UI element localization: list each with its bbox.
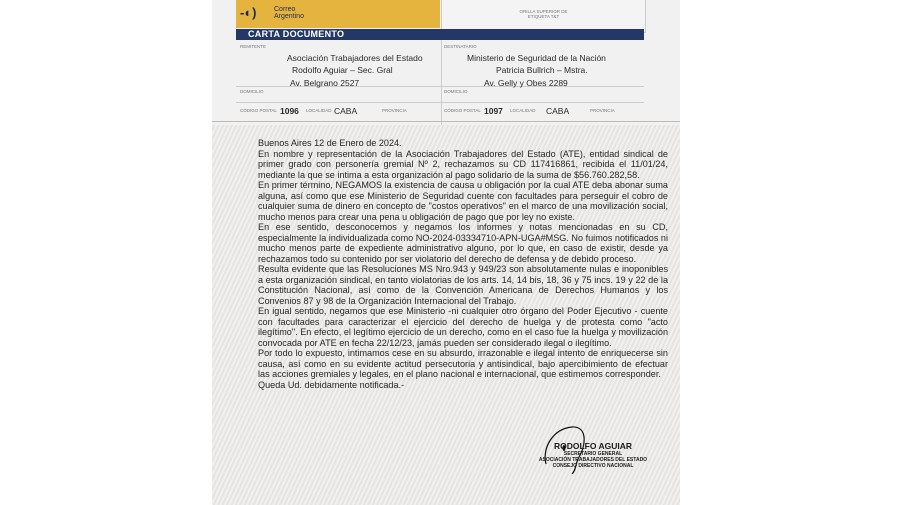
recipient-name: Ministerio de Seguridad de la Nación [467, 53, 606, 63]
recipient-city-label: LOCALIDAD [510, 108, 536, 113]
brand-name: Correo Argentino [274, 6, 304, 20]
recipient-city: CABA [546, 106, 570, 116]
signature-block [538, 425, 648, 469]
form-header [212, 0, 680, 125]
letter-closing: Queda Ud. debidamente notificada.- [258, 379, 405, 390]
recipient-person: Patricia Bullrich – Mstra. [496, 65, 588, 75]
letter-paragraph: En nombre y representación de la Asociación Trabajadores del Estado (ATE), entidad sindical de primer grado con personería gremial Nº 2, rechazamos su CD 117416861, recibida el 11/01/24, mediante la que se intima a esta organización al pago solidario de la suma de $56.760.282,58. [258, 148, 668, 180]
sender-address-label: DOMICILIO [240, 89, 264, 94]
sender-label: REMITENTE [240, 44, 267, 49]
sender-city-label: LOCALIDAD [306, 108, 332, 113]
divider [212, 121, 680, 122]
sender-postal: 1096 [280, 106, 299, 116]
letter-paragraph: Por todo lo expuesto, intimamos cese en su absurdo, irrazonable e ilegal intento de enriquecerse sin causa, así como en su evidente actitud persecutoria y antisindical, bajo apercibimiento de efectuar las acciones gremiales y legales, en el plano nacional e internacional, que estimemos corresponder. [258, 348, 668, 379]
letter-paragraph: Resulta evidente que las Resoluciones MS Nro.943 y 949/23 son absolutamente nulas e inoponibles a esta organización sindical, en tanto violatorias de los arts. 14, 14 bis, 18, 36 y 75 incs. 19 y 22 de la Constitución Nacional, así como de la Convención Americana de Derechos Humanos y los Convenios 87 y 98 de la Organización Internacional del Trabajo. [258, 264, 668, 306]
recipient-province-label: PROVINCIA [590, 108, 615, 113]
sender-postal-label: CÓDIGO POSTAL [240, 108, 277, 113]
divider [441, 40, 442, 125]
signatory-title: SECRETARIO GENERAL [563, 451, 623, 457]
sender-city: CABA [334, 106, 358, 116]
letter-paragraph: En ese sentido, desconocemos y negamos los informes y notas mencionadas en su CD, especialmente la individualizada como NO-2024-03334710-APN-UGA#MSG. No fuimos notificados ni mucho menos parte de expediente administrativo alguno, por lo que, en caso de existir, desde ya rechazamos todo su contenido por ser violatorio del derecho de defensa y de debido proceso. [258, 222, 668, 264]
form-title: CARTA DOCUMENTO [248, 29, 345, 39]
letter-date: Buenos Aires 12 de Enero de 2024. [258, 138, 402, 148]
signatory-name: RODOLFO AGUIAR [553, 441, 633, 451]
recipient-address: Av. Gelly y Obes 2289 [484, 78, 568, 88]
tt-label: ORILLA SUPERIOR DE ETIQUETA T&T [519, 9, 568, 19]
sender-address: Av. Belgrano 2527 [290, 78, 360, 88]
divider [236, 102, 644, 103]
letter-paragraph: En primer término, NEGAMOS la existencia de causa u obligación por la cual ATE deba abonar suma alguna, así como que ese Ministerio de Seguridad cuente con facultades para perseguir el cobro de cualquier suma de dinero en concepto de "costos operativos" en el marco de una movilización social, mucho menos para crear una pena u obligación de pago que por ley no existe. [258, 180, 668, 222]
signatory-org: ASOCIACIÓN TRABAJADORES DEL ESTADO [538, 457, 648, 463]
recipient-label: DESTINATARIO [444, 44, 477, 49]
correo-logo-icon: -◐) [240, 5, 257, 20]
letter-paragraph: En igual sentido, negamos que ese Ministerio -ni cualquier otro órgano del Poder Ejecutivo - cuente con facultades para caracterizar el ejercicio del derecho de huelga y de protesta como "acto ilegítimo". En efecto, el legítimo ejercicio de un derecho, como en el caso fue la huelga y movilización convocada por ATE en fecha 22/12/23, jamás pueden ser considerado ilegal o ilegítimo. [258, 306, 668, 348]
signatory-council: CONSEJO DIRECTIVO NACIONAL [552, 463, 634, 469]
sender-province-label: PROVINCIA [382, 108, 407, 113]
brand-banner [236, 0, 440, 28]
recipient-postal-label: CÓDIGO POSTAL [444, 108, 481, 113]
recipient-address-label: DOMICILIO [444, 89, 468, 94]
carta-documento [212, 0, 680, 505]
title-bar [236, 29, 644, 40]
letter-body [258, 138, 668, 390]
sender-person: Rodolfo Aguiar – Sec. Gral [292, 65, 393, 75]
sender-name: Asociación Trabajadores del Estado [287, 53, 423, 63]
recipient-postal: 1097 [484, 106, 503, 116]
